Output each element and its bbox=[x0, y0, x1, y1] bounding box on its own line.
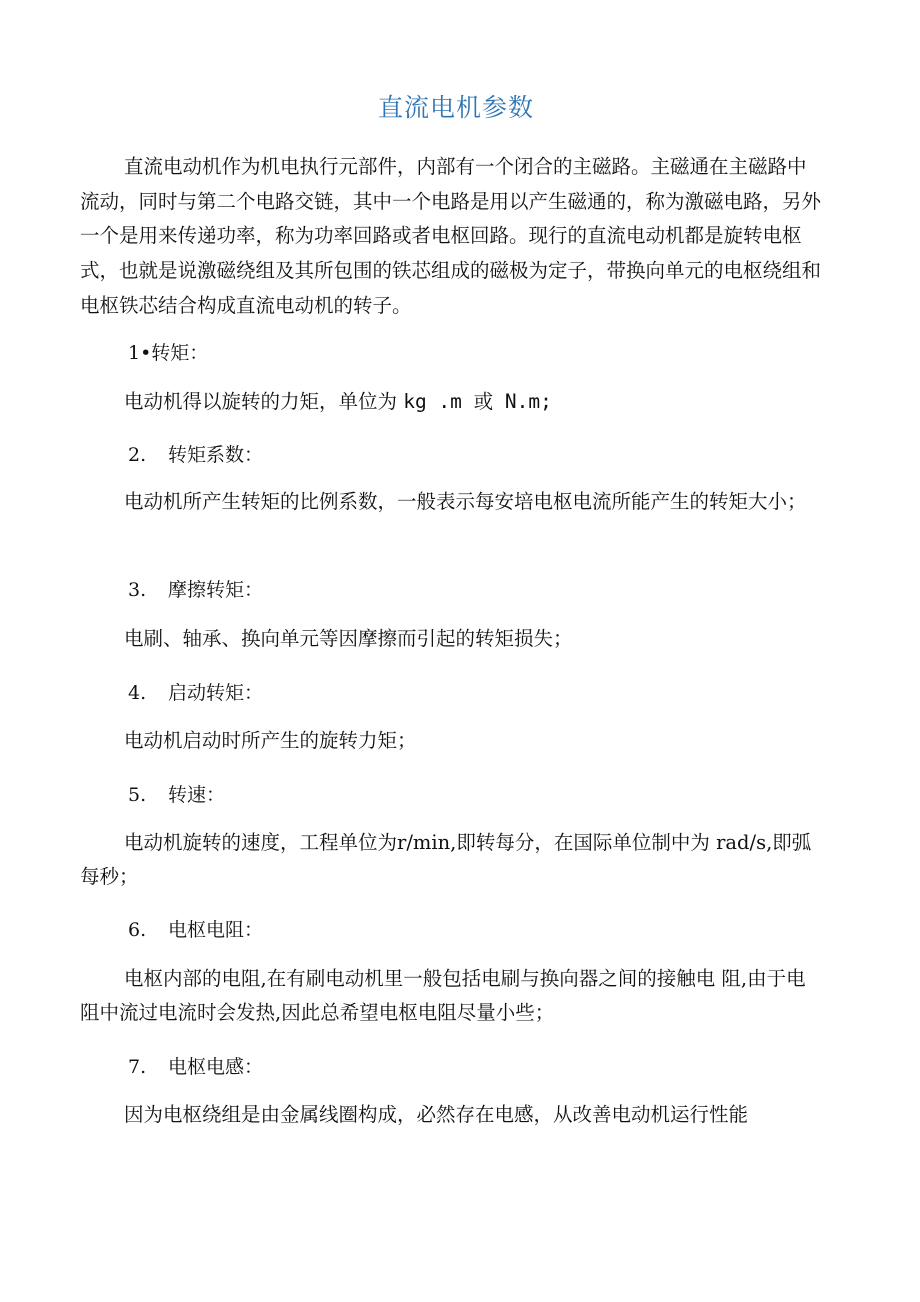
section-heading-5 bbox=[128, 780, 225, 807]
section-body-2: 电动机所产生转矩的比例系数，一般表示每安培电枢电流所能产生的转矩大小； bbox=[124, 490, 807, 513]
section-number: 4. bbox=[128, 682, 147, 704]
section-heading-6 bbox=[128, 915, 263, 942]
intro-paragraph: 直流电动机作为机电执行元部件，内部有一个闭合的主磁路。主磁通在主磁路中流动，同时与第二个电路交链，其中一个电路是用以产生磁通的，称为激磁电路，另外一个是用来传递功率，称为功率回路或者电枢回路。现行的直流电动机都是旋转电枢式，也就是说激磁绕组及其所包围的铁芯组成的磁极为定子，带换向单元的电枢绕组和电枢铁芯结合构成直流电动机的转子。 bbox=[80, 155, 822, 317]
page-title: 直流电机参数 bbox=[377, 93, 534, 122]
section-heading-2 bbox=[128, 440, 263, 467]
section-name: 电枢电感： bbox=[168, 1056, 264, 1078]
section-name: 启动转矩： bbox=[168, 682, 264, 704]
section-name: 转矩系数： bbox=[168, 444, 264, 466]
section-body-4: 电动机启动时所产生的旋转力矩； bbox=[124, 729, 417, 752]
section-name: 摩擦转矩： bbox=[168, 579, 264, 601]
section-heading-3 bbox=[128, 575, 263, 602]
section-body-5: 电动机旋转的速度，工程单位为r/min,即转每分，在国际单位制中为 rad/s,即弧每秒； bbox=[80, 831, 812, 888]
section-heading-1 bbox=[128, 338, 208, 365]
section-body-1 bbox=[80, 385, 824, 419]
section-heading-7 bbox=[128, 1052, 263, 1079]
section-number: 3. bbox=[128, 579, 147, 601]
section-name: 电枢电阻： bbox=[168, 919, 264, 941]
section-body-text: 电动机得以旋转的力矩，单位为 bbox=[124, 390, 404, 413]
section-number: 2. bbox=[128, 444, 147, 466]
section-number: 5. bbox=[128, 784, 147, 806]
section-body-6: 电枢内部的电阻,在有刷电动机里一般包括电刷与换向器之间的接触电 阻,由于电阻中流过电流时会发热,因此总希望电枢电阻尽量小些； bbox=[80, 967, 806, 1024]
section-body-3: 电刷、轴承、换向单元等因摩擦而引起的转矩损失； bbox=[124, 627, 573, 650]
section-name: 转矩： bbox=[151, 342, 209, 364]
section-number: 6. bbox=[128, 919, 147, 941]
section-number: 1• bbox=[128, 342, 152, 364]
section-body-7: 因为电枢绕组是由金属线圈构成，必然存在电感，从改善电动机运行性能 bbox=[124, 1103, 749, 1126]
section-number: 7. bbox=[128, 1056, 147, 1078]
section-heading-4 bbox=[128, 678, 263, 705]
section-body-units: kg .m 或 N.m; bbox=[403, 390, 552, 413]
section-name: 转速： bbox=[168, 784, 226, 806]
